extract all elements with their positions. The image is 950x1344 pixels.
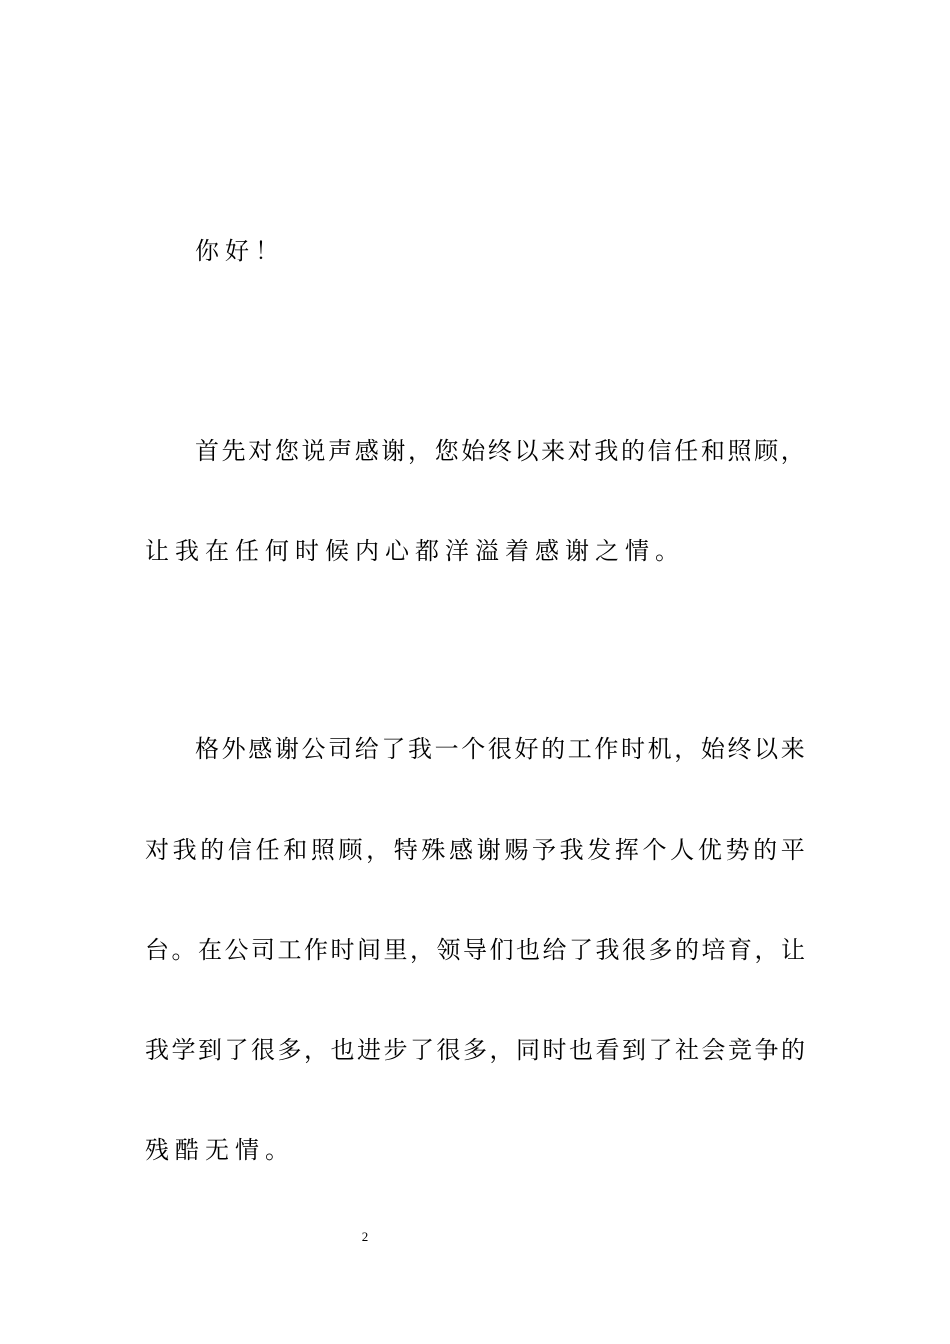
greeting: 你好！ [195,237,285,265]
paragraph-line: 台 。 在 公 司 工 作 时 间 里 ， 领 导 们 也 给 了 我 很 多 的 培 育 ， 让 [145,936,805,964]
page-number: 2 [361,1229,369,1244]
paragraph-line: 格 外 感 谢 公 司 给 了 我 一 个 很 好 的 工 作 时 机 ， 始 终 以 来 [195,735,805,763]
paragraph-line: 让我在任何时候内心都洋溢着感谢之情。 [145,537,685,565]
paragraph-line: 我 学 到 了 很 多 ， 也 进 步 了 很 多 ， 同 时 也 看 到 了 社 会 竞 争 的 [145,1036,805,1064]
paragraph-line: 首 先 对 您 说 声 感 谢 ， 您 始 终 以 来 对 我 的 信 任 和 照 顾 ， [195,437,805,465]
paragraph-line: 对 我 的 信 任 和 照 顾 ， 特 殊 感 谢 赐 予 我 发 挥 个 人 优 势 的 平 [145,836,805,864]
paragraph-line: 残酷无情。 [145,1136,295,1164]
